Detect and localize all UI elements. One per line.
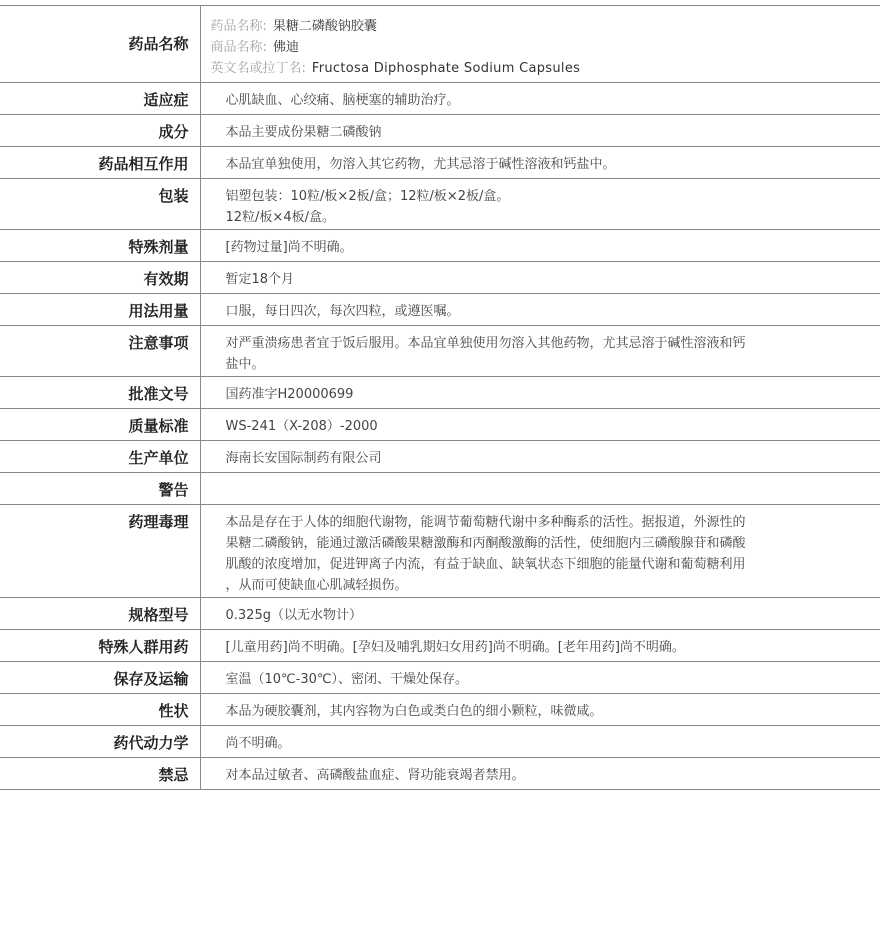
- value-line: 本品为硬胶囊剂，其内容物为白色或类白色的细小颗粒，味微咸。: [225, 704, 603, 719]
- brand-name-line: [211, 37, 880, 58]
- row-label: 药代动力学: [0, 726, 200, 758]
- row-special-populations: [0, 630, 880, 662]
- value-line: [药物过量]尚不明确。: [225, 240, 353, 255]
- row-label: 包装: [0, 179, 200, 230]
- row-value: [200, 758, 880, 790]
- row-label: 注意事项: [0, 326, 200, 377]
- row-shelf-life: [0, 262, 880, 294]
- value-line: 暂定18个月: [225, 272, 295, 287]
- row-label: 适应症: [0, 83, 200, 115]
- row-precautions: [0, 326, 880, 377]
- row-ingredients: [0, 115, 880, 147]
- row-value: [200, 115, 880, 147]
- row-label: 批准文号: [0, 377, 200, 409]
- row-pharmacology: [0, 505, 880, 598]
- value-line: 室温（10℃-30℃）、密闭、干燥处保存。: [225, 672, 468, 687]
- value-line: 尚不明确。: [225, 736, 291, 751]
- row-packaging: [0, 179, 880, 230]
- row-label: 药品名称: [0, 6, 200, 83]
- row-quality-standard: [0, 409, 880, 441]
- row-interactions: [0, 147, 880, 179]
- drug-info-sheet: [0, 5, 880, 790]
- row-value: [200, 505, 880, 598]
- brand-name-key: 商品名称:: [210, 40, 267, 55]
- drug-name-block: [200, 6, 880, 83]
- row-value: [200, 262, 880, 294]
- row-pharmacokinetics: [0, 726, 880, 758]
- value-line: 海南长安国际制药有限公司: [225, 451, 382, 466]
- value-line: 心肌缺血、心绞痛、脑梗塞的辅助治疗。: [225, 93, 460, 108]
- row-value: [200, 377, 880, 409]
- row-value: [200, 473, 880, 505]
- row-storage: [0, 662, 880, 694]
- row-label: 禁忌: [0, 758, 200, 790]
- value-line: 对严重溃疡患者宜于饭后服用。本品宜单独使用勿溶入其他药物，尤其忌溶于碱性溶液和钙: [225, 336, 746, 351]
- row-label: 有效期: [0, 262, 200, 294]
- row-label: 质量标准: [0, 409, 200, 441]
- value-line: 铝塑包装：10粒/板×2板/盒；12粒/板×2板/盒。: [225, 189, 510, 204]
- row-value: [200, 598, 880, 630]
- row-usage: [0, 294, 880, 326]
- row-value: [200, 662, 880, 694]
- row-specification: [0, 598, 880, 630]
- row-label: 警告: [0, 473, 200, 505]
- english-name-key: 英文名或拉丁名:: [210, 61, 306, 76]
- row-label: 特殊人群用药: [0, 630, 200, 662]
- row-value: [200, 294, 880, 326]
- english-name-line: [211, 58, 880, 79]
- row-value: [200, 441, 880, 473]
- row-description: [0, 694, 880, 726]
- row-label: 规格型号: [0, 598, 200, 630]
- value-line: 本品是存在于人体的细胞代谢物，能调节葡萄糖代谢中多种酶系的活性。据报道，外源性的: [225, 515, 746, 530]
- value-line: 0.325g（以无水物计）: [225, 608, 362, 623]
- drug-info-table: [0, 5, 880, 790]
- row-value: [200, 326, 880, 377]
- value-line: WS-241（X-208）-2000: [225, 419, 378, 434]
- row-label: 药理毒理: [0, 505, 200, 598]
- brand-name-value: 佛迪: [272, 40, 299, 55]
- row-label: 用法用量: [0, 294, 200, 326]
- row-label: 特殊剂量: [0, 230, 200, 262]
- generic-name-value: 果糖二磷酸钠胶囊: [272, 19, 377, 34]
- generic-name-key: 药品名称:: [210, 19, 267, 34]
- value-line: 12粒/板×4板/盒。: [225, 210, 335, 225]
- row-value: [200, 726, 880, 758]
- generic-name-line: [211, 16, 880, 37]
- value-line: ，从而可使缺血心肌减轻损伤。: [225, 578, 408, 593]
- row-warning: [0, 473, 880, 505]
- row-label: 成分: [0, 115, 200, 147]
- value-line: 口服，每日四次，每次四粒，或遵医嘱。: [225, 304, 460, 319]
- row-drug-name: [0, 6, 880, 83]
- row-value: [200, 179, 880, 230]
- row-value: [200, 694, 880, 726]
- value-line: 盐中。: [225, 357, 265, 372]
- row-value: [200, 409, 880, 441]
- value-line: 果糖二磷酸钠，能通过激活磷酸果糖激酶和丙酮酸激酶的活性，使细胞内三磷酸腺苷和磷酸: [225, 536, 746, 551]
- row-approval-number: [0, 377, 880, 409]
- value-line: 国药准字H20000699: [225, 387, 354, 402]
- row-value: [200, 630, 880, 662]
- value-line: 肌酸的浓度增加，促进钾离子内流，有益于缺血、缺氧状态下细胞的能量代谢和葡萄糖利用: [225, 557, 746, 572]
- row-manufacturer: [0, 441, 880, 473]
- row-value: [200, 83, 880, 115]
- row-contraindications: [0, 758, 880, 790]
- value-line: [儿童用药]尚不明确。[孕妇及哺乳期妇女用药]尚不明确。[老年用药]尚不明确。: [225, 640, 685, 655]
- row-indications: [0, 83, 880, 115]
- row-special-dosage: [0, 230, 880, 262]
- value-line: 本品主要成份果糖二磷酸钠: [225, 125, 382, 140]
- row-label: 生产单位: [0, 441, 200, 473]
- row-value: [200, 230, 880, 262]
- value-line: 对本品过敏者、高磷酸盐血症、肾功能衰竭者禁用。: [225, 768, 525, 783]
- english-name-value: Fructosa Diphosphate Sodium Capsules: [311, 61, 581, 76]
- row-label: 药品相互作用: [0, 147, 200, 179]
- row-label: 保存及运输: [0, 662, 200, 694]
- row-label: 性状: [0, 694, 200, 726]
- row-value: [200, 147, 880, 179]
- value-line: 本品宜单独使用，勿溶入其它药物，尤其忌溶于碱性溶液和钙盐中。: [225, 157, 616, 172]
